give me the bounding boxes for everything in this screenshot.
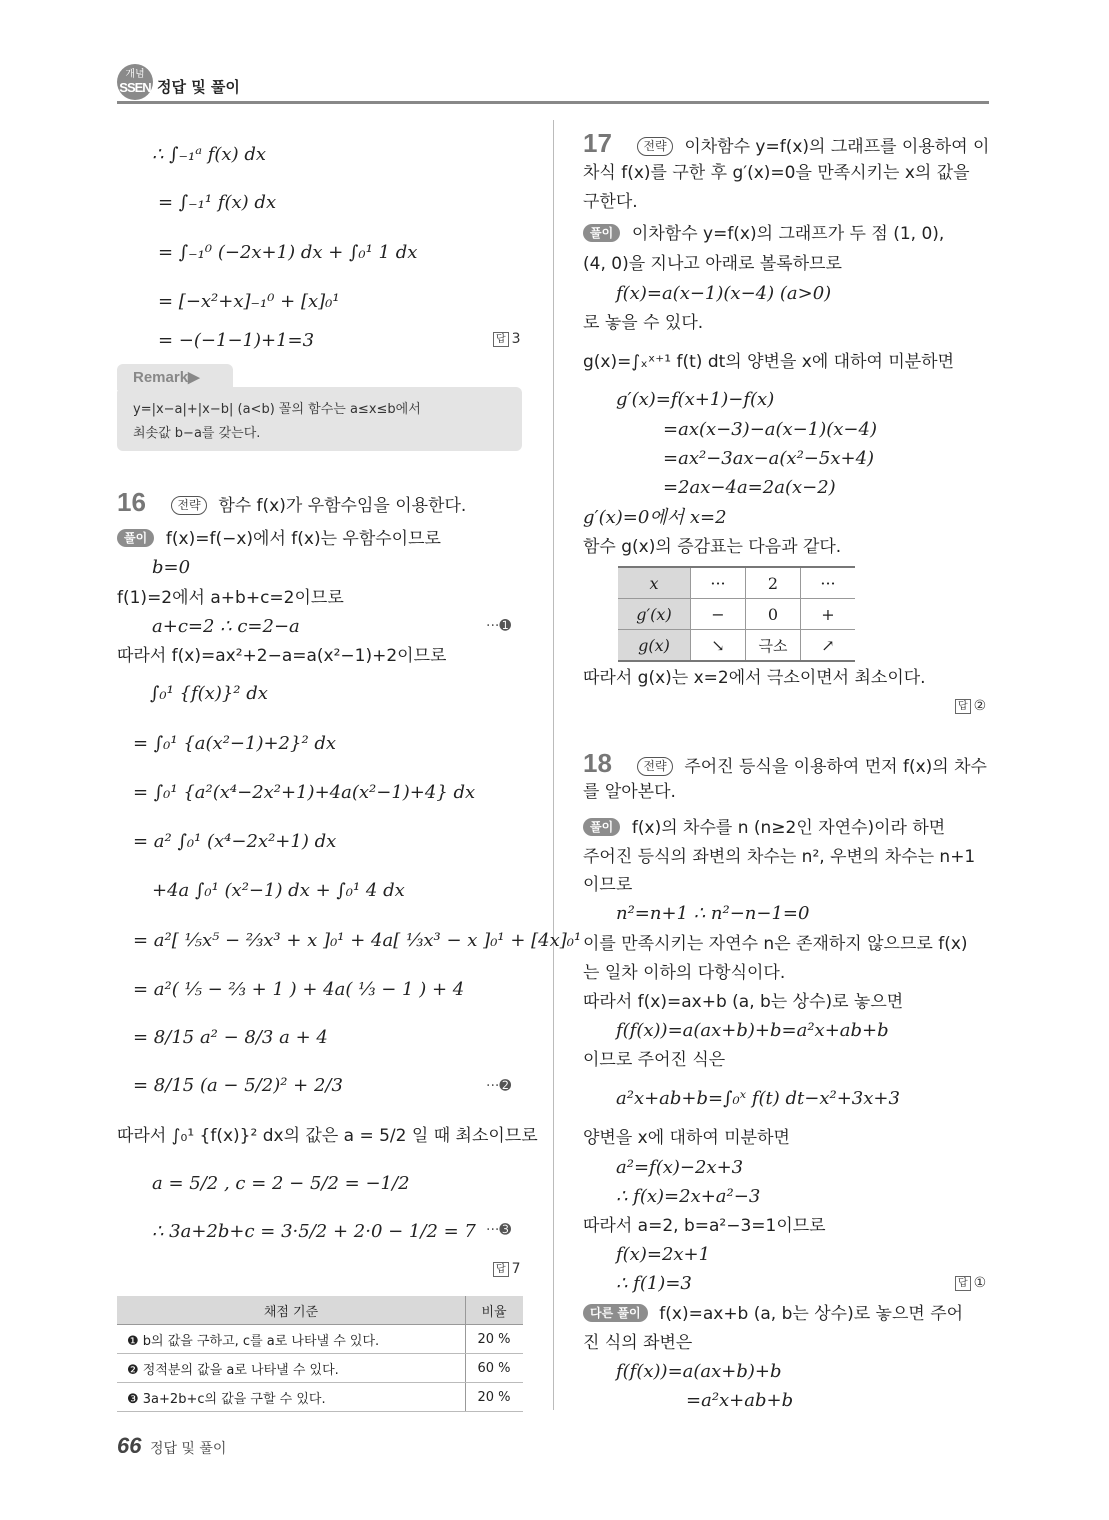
p17-line-4: 로 놓을 수 있다. [583,313,704,333]
p16-line-6: ∫₀¹ {f(x)}² dx [150,683,268,704]
p16-line-3: f(1)=2에서 a+b+c=2이므로 [117,588,344,608]
p17-strategy-text-3: 구한다. [583,192,638,212]
p17-line-10: g′(x)=0에서 x=2 [583,507,727,528]
p16-line-12: = a²( ⅕ − ⅔ + 1 ) + 4a( ⅓ − 1 ) + 4 [133,979,465,1000]
table-row [618,599,855,630]
page-number: 66 [117,1433,142,1458]
p17-answer-value: ② [973,698,987,714]
p18-line-5: 이를 만족시키는 자연수 n은 존재하지 않으므로 f(x) [583,934,968,954]
p18-answer-value: ① [973,1275,987,1291]
answer-label: 답 [955,1276,971,1291]
table-row [117,1383,523,1412]
p18-alt-tag: 다른 풀이 [583,1304,648,1322]
p16-strategy-text: 함수 f(x)가 우함수임을 이용한다. [218,496,467,516]
p16-line-16: a = 5/2 , c = 2 − 5/2 = −1/2 [152,1173,410,1194]
p15-answer-value: 3 [511,331,521,347]
p16-marker-2: ···➋ [486,1078,512,1094]
table-row [117,1354,523,1383]
p18-line-3: 이므로 [583,875,633,895]
table-row [618,567,855,599]
grading-ratio-2: 60 % [466,1354,524,1383]
p17-line-11: 함수 g(x)의 증감표는 다음과 같다. [583,537,842,557]
p18-alt-line-2: 진 식의 좌변은 [583,1333,693,1353]
p16-strategy-row [117,487,467,518]
p17-number: 17 [583,128,612,158]
p17-line-8: =ax²−3ax−a(x²−5x+4) [663,448,875,469]
page-footer [117,1433,226,1459]
p17-line-7: =ax(x−3)−a(x−1)(x−4) [663,419,877,440]
p16-line-17: ∴ 3a+2b+c = 3·5/2 + 2·0 − 1/2 = 7 [152,1221,476,1242]
answer-label: 답 [493,1262,509,1277]
p18-number: 18 [583,748,612,778]
p16-marker-1: ···➊ [486,618,512,634]
p17-solution-row [583,222,944,246]
inc-cell-0-1: ··· [691,567,746,599]
p17-line-2: (4, 0)을 지나고 아래로 볼록하므로 [583,254,842,274]
grading-ratio-1: 20 % [466,1325,524,1354]
p17-line-12: 따라서 g(x)는 x=2에서 극소이면서 최소이다. [583,668,926,688]
brand-logo [117,64,153,100]
p16-solution-tag: 풀이 [117,529,154,547]
p17-strategy-tag: 전략 [637,137,672,156]
p17-line-9: =2ax−4a=2a(x−2) [663,477,836,498]
remark-text [133,398,518,446]
p17-strategy-row [583,128,990,159]
header-title: 정답 및 풀이 [157,78,240,96]
p17-line-6: g′(x)=f(x+1)−f(x) [616,389,775,410]
p16-line-1: f(x)=f(−x)에서 f(x)는 우함수이므로 [165,529,441,549]
p15-line-5: = −(−1−1)+1=3 [158,330,315,351]
inc-cell-0-3: ··· [801,567,856,599]
p16-line-7: = ∫₀¹ {a(x²−1)+2}² dx [133,733,337,754]
p18-line-16: ∴ f(1)=3 [616,1273,692,1294]
p18-line-15: f(x)=2x+1 [616,1244,711,1265]
p18-alt-line-1: f(x)=ax+b (a, b는 상수)로 놓으면 주어 [659,1304,964,1324]
inc-cell-1-1: − [691,599,746,630]
inc-cell-1-2: 0 [746,599,801,630]
p18-line-2: 주어진 등식의 좌변의 차수는 n², 우변의 차수는 n+1 [583,847,976,867]
p17-answer [955,698,986,714]
p18-strategy-text-1: 주어진 등식을 이용하여 먼저 f(x)의 차수 [684,757,987,777]
p16-line-11: = a²[ ⅕x⁵ − ⅔x³ + x ]₀¹ + 4a[ ⅓x³ − x ]₀¹ + [4x]₀¹ [133,930,582,951]
p16-line-2: b=0 [152,557,191,578]
p16-line-9: = a² ∫₀¹ (x⁴−2x²+1) dx [133,831,337,852]
p17-line-5: g(x)=∫ₓˣ⁺¹ f(t) dt의 양변을 x에 대하여 미분하면 [583,352,955,372]
column-divider [553,120,554,1410]
inc-cell-2-3: ↗ [801,630,856,662]
p18-line-8: f(f(x))=a(ax+b)+b=a²x+ab+b [616,1020,889,1041]
inc-cell-0-0: x [618,567,691,599]
p16-line-8: = ∫₀¹ {a²(x⁴−2x²+1)+4a(x²−1)+4} dx [133,782,476,803]
p18-alt-line-4: =a²x+ab+b [686,1390,794,1411]
p16-line-14: = 8/15 (a − 5/2)² + 2/3 [133,1075,343,1096]
p18-line-12: a²=f(x)−2x+3 [616,1157,744,1178]
header-rule [117,101,989,104]
p16-line-10: +4a ∫₀¹ (x²−1) dx + ∫₀¹ 4 dx [152,880,405,901]
remark-text-1: y=|x−a|+|x−b| (a<b) 꼴의 함수는 a≤x≤b에서 [133,402,421,417]
p18-line-14: 따라서 a=2, b=a²−3=1이므로 [583,1216,826,1236]
increase-decrease-table [618,566,855,662]
p17-line-3: f(x)=a(x−1)(x−4) (a>0) [616,283,832,304]
p16-answer [493,1261,521,1277]
inc-cell-2-1: ↘ [691,630,746,662]
p18-alt-line-3: f(f(x))=a(ax+b)+b [616,1361,782,1382]
p18-line-11: 양변을 x에 대하여 미분하면 [583,1128,790,1148]
grading-header-row [117,1296,523,1325]
table-row [618,630,855,662]
remark-label: Remark▶ [117,364,233,390]
p18-strategy-tag: 전략 [637,757,672,776]
p16-line-13: = 8/15 a² − 8/3 a + 4 [133,1027,328,1048]
inc-cell-0-2: 2 [746,567,801,599]
p17-strategy-text-1: 이차함수 y=f(x)의 그래프를 이용하여 이 [684,137,990,157]
answer-label: 답 [493,332,509,347]
p17-solution-tag: 풀이 [583,224,620,242]
table-row [117,1325,523,1354]
remark-text-2: 최솟값 b−a를 갖는다. [133,426,261,441]
p18-solution-row [583,816,945,840]
p18-line-10: a²x+ab+b=∫₀ˣ f(t) dt−x²+3x+3 [616,1088,900,1109]
grading-criteria-3: ❸ 3a+2b+c의 값을 구할 수 있다. [117,1383,466,1412]
p18-answer [955,1275,986,1291]
grading-header-criteria: 채점 기준 [117,1296,466,1325]
inc-cell-1-0: g′(x) [618,599,691,630]
p16-marker-3: ···➌ [486,1222,512,1238]
p18-line-9: 이므로 주어진 식은 [583,1050,726,1070]
p18-line-4: n²=n+1 ∴ n²−n−1=0 [616,903,810,924]
p18-line-6: 는 일차 이하의 다항식이다. [583,963,786,983]
inc-cell-1-3: + [801,599,856,630]
p18-alt-row [583,1302,963,1326]
p18-line-1: f(x)의 차수를 n (n≥2인 자연수)이라 하면 [631,818,946,838]
p18-strategy-text-2: 를 알아본다. [583,782,676,802]
p18-solution-tag: 풀이 [583,818,620,836]
p16-answer-value: 7 [511,1261,521,1277]
p15-answer [493,331,521,347]
grading-header-ratio: 비율 [466,1296,524,1325]
p17-line-1: 이차함수 y=f(x)의 그래프가 두 점 (1, 0), [631,224,945,244]
answer-label: 답 [955,699,971,714]
p15-line-2: = ∫₋₁¹ f(x) dx [158,192,277,213]
grading-criteria-1: ❶ b의 값을 구하고, c를 a로 나타낼 수 있다. [117,1325,466,1354]
inc-cell-2-0: g(x) [618,630,691,662]
logo-top-text: 개념 [125,69,145,80]
p16-strategy-tag: 전략 [171,496,206,515]
p17-strategy-text-2: 차식 f(x)를 구한 후 g′(x)=0을 만족시키는 x의 값을 [583,163,970,183]
inc-cell-2-2: 극소 [746,630,801,662]
p16-line-15: 따라서 ∫₀¹ {f(x)}² dx의 값은 a = 5/2 일 때 최소이므로 [117,1126,538,1146]
p18-line-7: 따라서 f(x)=ax+b (a, b는 상수)로 놓으면 [583,992,904,1012]
grading-table [117,1296,523,1412]
p16-line-5: 따라서 f(x)=ax²+2−a=a(x²−1)+2이므로 [117,646,447,666]
p15-line-1: ∴ ∫₋₁ᵃ f(x) dx [152,144,267,165]
p15-line-4: = [−x²+x]₋₁⁰ + [x]₀¹ [158,291,340,312]
p16-line-4: a+c=2 ∴ c=2−a [152,616,300,637]
p18-strategy-row [583,748,987,779]
p16-solution-row [117,527,441,551]
logo-main-text: SSEN [119,80,151,95]
grading-ratio-3: 20 % [466,1383,524,1412]
p16-number: 16 [117,487,146,517]
footer-title: 정답 및 풀이 [149,1441,227,1457]
grading-criteria-2: ❷ 정적분의 값을 a로 나타낼 수 있다. [117,1354,466,1383]
p15-line-3: = ∫₋₁⁰ (−2x+1) dx + ∫₀¹ 1 dx [158,242,418,263]
p18-line-13: ∴ f(x)=2x+a²−3 [616,1186,761,1207]
